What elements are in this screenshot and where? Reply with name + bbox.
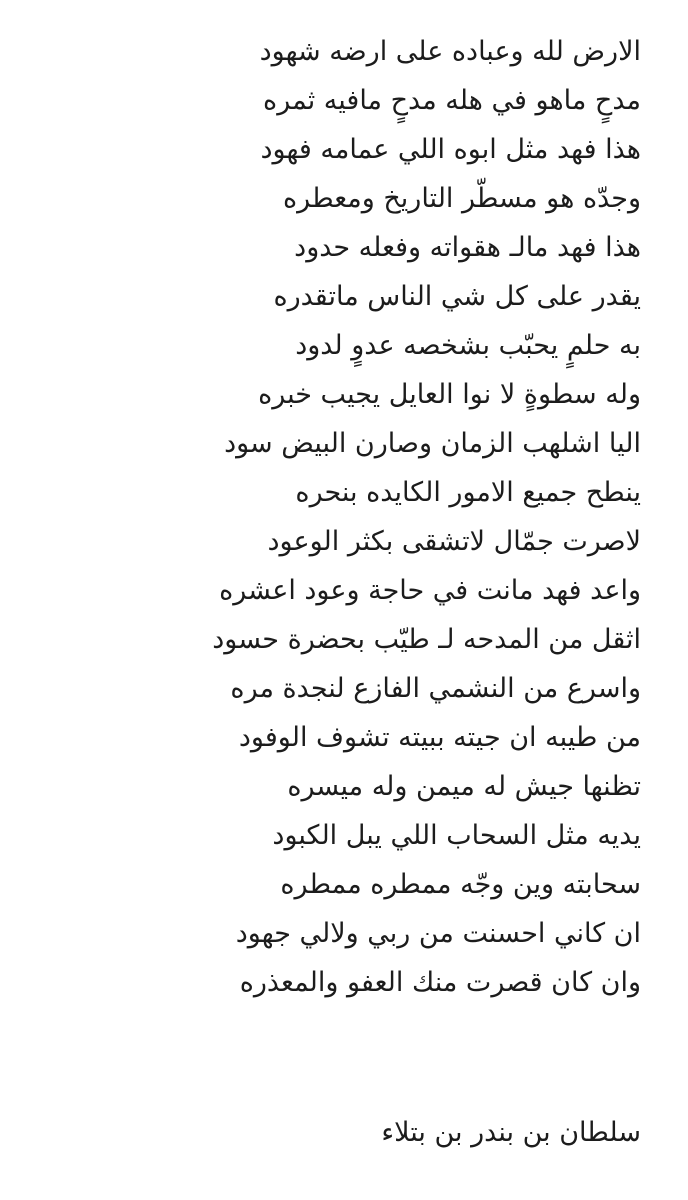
poem-line: لاصرت جمّال لاتشقى بكثر الوعود xyxy=(267,526,641,557)
poem-line: مدحٍ ماهو في هله مدحٍ مافيه ثمره xyxy=(263,85,641,116)
poem-line: من طيبه ان جيته ببيته تشوف الوفود xyxy=(238,722,641,753)
poem-verses xyxy=(41,27,641,1007)
poem-line: اليا اشلهب الزمان وصارن البيض سود xyxy=(224,428,641,459)
poem-line: الارض لله وعباده على ارضه شهود xyxy=(259,36,641,67)
poem-line: وان كان قصرت منك العفو والمعذره xyxy=(239,967,641,998)
poem-line: هذا فهد مثل ابوه اللي عمامه فهود xyxy=(260,134,641,165)
author-signature: سلطان بن بندر بن بتلاء xyxy=(381,1117,641,1148)
poem-line: به حلمٍ يحبّب بشخصه عدوٍ لدود xyxy=(295,330,641,361)
poem-line: هذا فهد مالـ هقواته وفعله حدود xyxy=(294,232,641,263)
poem-line: سحابته وين وجّه ممطره ممطره xyxy=(280,869,641,900)
poem-line: يديه مثل السحاب اللي يبل الكبود xyxy=(272,820,641,851)
poem-line: يقدر على كل شي الناس ماتقدره xyxy=(273,281,641,312)
poem-line: وجدّه هو مسطّر التاريخ ومعطره xyxy=(283,183,641,214)
poem-line: ان كاني احسنت من ربي ولالي جهود xyxy=(235,918,641,949)
poem-line: تظنها جيش له ميمن وله ميسره xyxy=(287,771,641,802)
poem-line: وله سطوةٍ لا نوا العايل يجيب خبره xyxy=(258,379,641,410)
poem-line: ينطح جميع الامور الكايده بنحره xyxy=(295,477,641,508)
poem-line: واسرع من النشمي الفازع لنجدة مره xyxy=(230,673,641,704)
poem-line: اثقل من المدحه لـ طيّب بحضرة حسود xyxy=(212,624,641,655)
poem-line: واعد فهد مانت في حاجة وعود اعشره xyxy=(219,575,641,606)
